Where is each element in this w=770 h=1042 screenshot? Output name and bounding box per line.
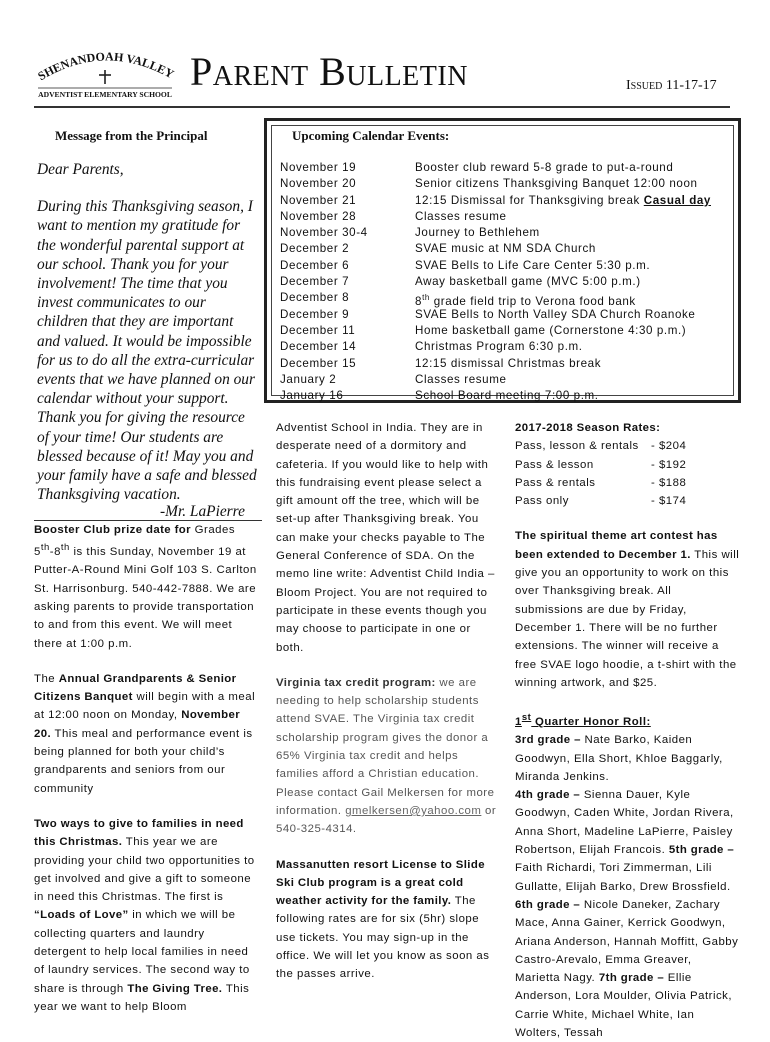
calendar-event: Classes resume	[415, 209, 507, 223]
calendar-event: Christmas Program 6:30 p.m.	[415, 340, 583, 354]
season-rates	[515, 419, 740, 510]
calendar-event: SVAE Bells to North Valley SDA Church Roanoke	[415, 307, 696, 321]
calendar-event: School Board meeting 7:00 p.m.	[415, 389, 599, 403]
calendar-row	[280, 258, 730, 274]
banquet-paragraph: The Annual Grandparents & Senior Citizens Banquet will begin with a meal at 12:00 noon on Monday, November 20. This meal and performance event is being planned for both your child’s grandparents and seniors from our community	[34, 672, 256, 795]
calendar-row	[280, 356, 730, 372]
calendar-row	[280, 209, 730, 225]
principal-greeting: Dear Parents,	[37, 161, 124, 178]
calendar-date: November 21	[280, 193, 357, 207]
calendar-row	[280, 290, 730, 309]
principal-body-text: During this Thanksgiving season, I want to mention my gratitude for the wonderful parental support at our school. Thank you for your involvement! The time that you invest communicates to our children that they are important and valued. It would be impossible for us to do all the extra-curricular events that we have planned on our calendar without your support. Thank you for giving the resource of your time! Our students are blessed because of it! May you and your family have a safe and blessed Thanksgiving vacation.	[37, 198, 257, 504]
art-contest-paragraph: The spiritual theme art contest has been extended to December 1. This will give you an opportunity to work on this over Thanksgiving break. All submissions are due by Friday, December 1. There will be no further extensions. The winner will receive a free SVAE logo hoodie, a t-shirt with the winning artwork, and $25.	[515, 530, 740, 689]
calendar-date: January 16	[280, 389, 344, 403]
calendar-row	[280, 372, 730, 388]
page-title: Parent Bulletin	[190, 49, 468, 94]
email-link[interactable]: gmelkersen@yahoo.com	[345, 804, 482, 817]
calendar-date: December 14	[280, 340, 357, 354]
calendar-date: December 9	[280, 307, 350, 321]
calendar-event: 12:15 Dismissal for Thanksgiving break Casual day	[415, 193, 711, 207]
calendar-date: December 15	[280, 356, 357, 370]
season-rates-heading: 2017-2018 Season Rates:	[515, 422, 661, 434]
honor-roll-list: 3rd grade – Nate Barko, Kaiden Goodwyn, Ella Short, Khloe Baggarly, Miranda Jenkins. 4th grade – Sienna Dauer, Kyle Goodwyn, Caden White, Jordan Rivera, Anna Short, Madeline LaPierre, Paisley Robertson, Elijah Francois. 5th grade – Faith Richardi, Tori Zimmerman, Lili Gullatte, Elijah Barko, Drew Brossfield. 6th grade – Nicole Daneker, Zachary Mace, Anna Gainer, Kerrick Goodwyn, Ariana Anderson, Hannah Moffitt, Gabby Castro-Arevalo, Emma Greaver, Marietta Nagy. 7th grade – Ellie Anderson, Lora Moulder, Olivia Patrick, Carrie White, Michael White, Ian Wolters, Tessah	[515, 734, 739, 1039]
tax-credit-paragraph: Virginia tax credit program: we are needing to help scholarship students attend SVAE. The Virginia tax credit scholarship program gives the donor a 65% Virginia tax credit and helps families afford a Christian education. Please contact Gail Melkersen for more information. gmelkersen@yahoo.com or 540-325-4314.	[276, 676, 497, 836]
calendar-date: November 28	[280, 209, 357, 223]
rates-list	[515, 437, 740, 510]
rate-row: Pass & rentals - $188	[515, 476, 687, 489]
calendar-row	[280, 307, 730, 323]
calendar-list	[280, 160, 730, 404]
header-divider	[34, 106, 730, 108]
honor-roll	[515, 709, 740, 1042]
calendar-date: December 11	[280, 323, 356, 337]
calendar-event: SVAE music at NM SDA Church	[415, 242, 596, 256]
ski-club-paragraph: Massanutten resort License to Slide Ski Club program is a great cold weather activity for the family. The following rates are for six (5hr) slope use tickets. You may sign-up in the office. We will let you know as soon as the passes arrive.	[276, 858, 490, 981]
calendar-row	[280, 176, 730, 192]
calendar-date: December 7	[280, 275, 350, 289]
booster-club-paragraph: Booster Club prize date for Grades 5th-8th is this Sunday, November 19 at Putter-A-Round Mini Golf 103 S. Carlton St. Harrisonburg. 540-442-7888. We are asking parents to provide transportation to and from this event. We will meet there at 1:00 p.m.	[34, 524, 257, 650]
calendar-event: Senior citizens Thanksgiving Banquet 12:00 noon	[415, 177, 698, 191]
calendar-date: December 6	[280, 258, 350, 272]
calendar-date: November 19	[280, 161, 357, 174]
svg-text:SHENANDOAH VALLEY: SHENANDOAH VALLEY	[35, 49, 176, 84]
india-paragraph: Adventist School in India. They are in desperate need of a dormitory and cafeteria. If you would like to help with this fundraising event please select a gift amount off the tree, which will be set-up after Thanksgiving break. You can make your checks payable to The General Conference of SDA. On the memo line write: Adventist Child India – Bloom Project. You are not required to participate in these events though you may choose to participate in one or both.	[276, 422, 495, 654]
principal-message	[37, 160, 259, 522]
rate-row: Pass only - $174	[515, 495, 687, 508]
column-right	[515, 419, 740, 1042]
calendar-event: Booster club reward 5-8 grade to put-a-round	[415, 161, 674, 174]
calendar-date: December 2	[280, 242, 350, 256]
calendar-row	[280, 241, 730, 257]
principal-signature: -Mr. LaPierre	[160, 503, 245, 520]
calendar-event: SVAE Bells to Life Care Center 5:30 p.m.	[415, 258, 651, 272]
calendar-date: November 20	[280, 177, 357, 191]
giving-paragraph: Two ways to give to families in need this Christmas. This year we are providing your child two opportunities to get involved and give a gift to someone in need this Christmas. The first is “Loads of Love” in which we will be collecting quarters and laundry detergent to help local families in need of laundry services. The second way to share is through The Giving Tree. This year we want to help Bloom	[34, 817, 255, 1013]
calendar-row	[280, 339, 730, 355]
calendar-row	[280, 274, 730, 290]
calendar-event: Home basketball game (Cornerstone 4:30 p.m.)	[415, 323, 687, 337]
calendar-date: December 8	[280, 291, 350, 305]
calendar-heading: Upcoming Calendar Events:	[292, 128, 450, 143]
calendar-row	[280, 160, 730, 176]
calendar-event: 8th grade field trip to Verona food bank	[415, 293, 636, 309]
calendar-row	[280, 388, 730, 404]
calendar-row	[280, 225, 730, 241]
rate-row: Pass, lesson & rentals - $204	[515, 440, 687, 453]
calendar-row	[280, 323, 730, 339]
calendar-date: November 30-4	[280, 226, 368, 240]
casual-day-label: Casual day	[643, 193, 711, 207]
column-middle	[276, 419, 498, 1001]
rate-row: Pass & lesson - $192	[515, 458, 687, 471]
column-left	[34, 521, 258, 1033]
school-logo	[34, 48, 176, 100]
principal-heading: Message from the Principal	[55, 128, 208, 143]
issue-date: Issued 11-17-17	[626, 78, 717, 93]
calendar-event: 12:15 dismissal Christmas break	[415, 356, 602, 370]
svg-text:ADVENTIST ELEMENTARY SCHOOL: ADVENTIST ELEMENTARY SCHOOL	[38, 90, 172, 99]
calendar-event: Classes resume	[415, 372, 507, 386]
calendar-date: January 2	[280, 372, 337, 386]
calendar-event: Away basketball game (MVC 5:00 p.m.)	[415, 275, 641, 289]
calendar-row	[280, 193, 730, 209]
calendar-event: Journey to Bethlehem	[415, 226, 540, 240]
honor-roll-heading: 1st Quarter Honor Roll:	[515, 712, 651, 728]
